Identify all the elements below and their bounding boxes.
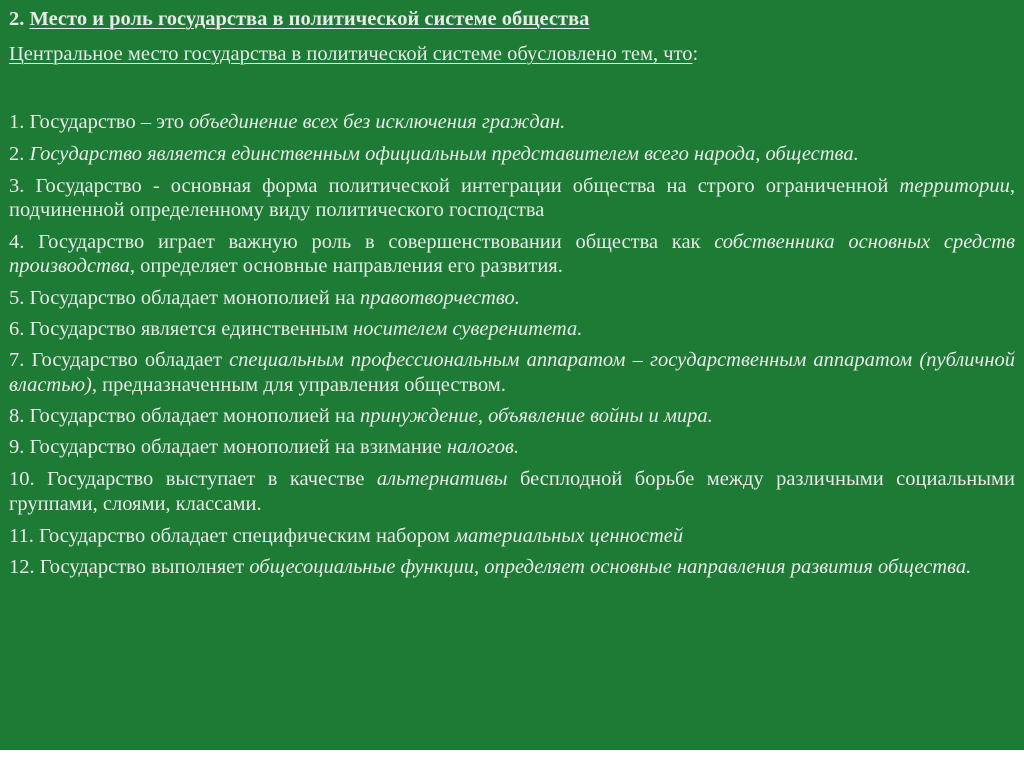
item-7-text-end: , предназначенным для управления обществом. [91, 373, 506, 396]
item-10-emphasis: альтернативы [376, 468, 508, 491]
list-item-4 [9, 230, 1015, 279]
item-2-emphasis: Государство является единственным официальным представителем всего народа, общества. [29, 142, 859, 165]
item-9-emphasis: налогов. [446, 436, 520, 459]
item-4-text: 4. Государство играет важную роль в совершенствовании общества как [9, 230, 715, 253]
title-text: Место и роль государства в политической системе общества [29, 8, 590, 30]
slide-title [9, 7, 589, 31]
list-item-10 [9, 467, 1015, 516]
item-11-text: 11. Государство обладает специфическим набором [9, 524, 455, 547]
item-8-text: 8. Государство обладает монополией на [9, 405, 361, 428]
item-3-emphasis: территории [899, 174, 1010, 197]
item-9-text: 9. Государство обладает монополией на взимание [9, 436, 447, 459]
item-3-text-end: , подчиненной определенному виду политического господства [9, 174, 1015, 222]
item-1-emphasis: объединение всех без исключения граждан. [189, 111, 566, 133]
list-item-8 [9, 404, 1015, 429]
item-4-text-end: , определяет основные направления его развития. [129, 255, 563, 278]
intro-line [9, 42, 698, 66]
item-7-text: 7. Государство обладает [9, 349, 230, 372]
item-5-emphasis: правотворчество. [360, 287, 520, 310]
item-10-text: 10. Государство выступает в качестве [9, 468, 377, 491]
item-5-text: 5. Государство обладает монополией на [9, 287, 361, 310]
item-12-text: 12. Государство выполняет [9, 556, 250, 579]
item-11-emphasis: материальных ценностей [454, 524, 684, 547]
item-3-text: 3. Государство - основная форма политической интеграции общества на строго ограниченной [9, 174, 900, 197]
list-item-5 [9, 286, 1015, 311]
item-1-text: 1. Государство – это [9, 111, 190, 133]
item-12-emphasis: общесоциальные функции, определяет основные направления развития общества. [249, 556, 972, 579]
list-item-7 [9, 348, 1015, 397]
intro-suffix: : [692, 43, 699, 65]
item-8-emphasis: принуждение, объявление войны и мира. [360, 405, 713, 428]
list-item-2 [9, 142, 1015, 167]
list-item-1 [9, 110, 1015, 135]
items-list [9, 110, 1015, 587]
item-10-text-end: бесплодной борьбе между различными социальными группами, слоями, классами. [9, 468, 1015, 515]
item-4-emphasis: собственника основных средств производства [9, 230, 1015, 278]
item-6-emphasis: носителем суверенитета. [353, 318, 583, 341]
item-6-text: 6. Государство является единственным [9, 318, 354, 341]
list-item-6 [9, 317, 1015, 342]
list-item-3 [9, 174, 1015, 223]
list-item-12 [9, 555, 1015, 580]
item-7-emphasis: специальным профессиональным аппаратом – государственным аппаратом (публичной властью) [9, 349, 1016, 396]
list-item-11 [9, 524, 1015, 549]
list-item-9 [9, 435, 1015, 460]
title-number: 2. [9, 8, 30, 30]
intro-text: Центральное место государства в политической системе обусловлено тем, что [9, 43, 693, 65]
item-2-text: 2. [9, 142, 30, 165]
